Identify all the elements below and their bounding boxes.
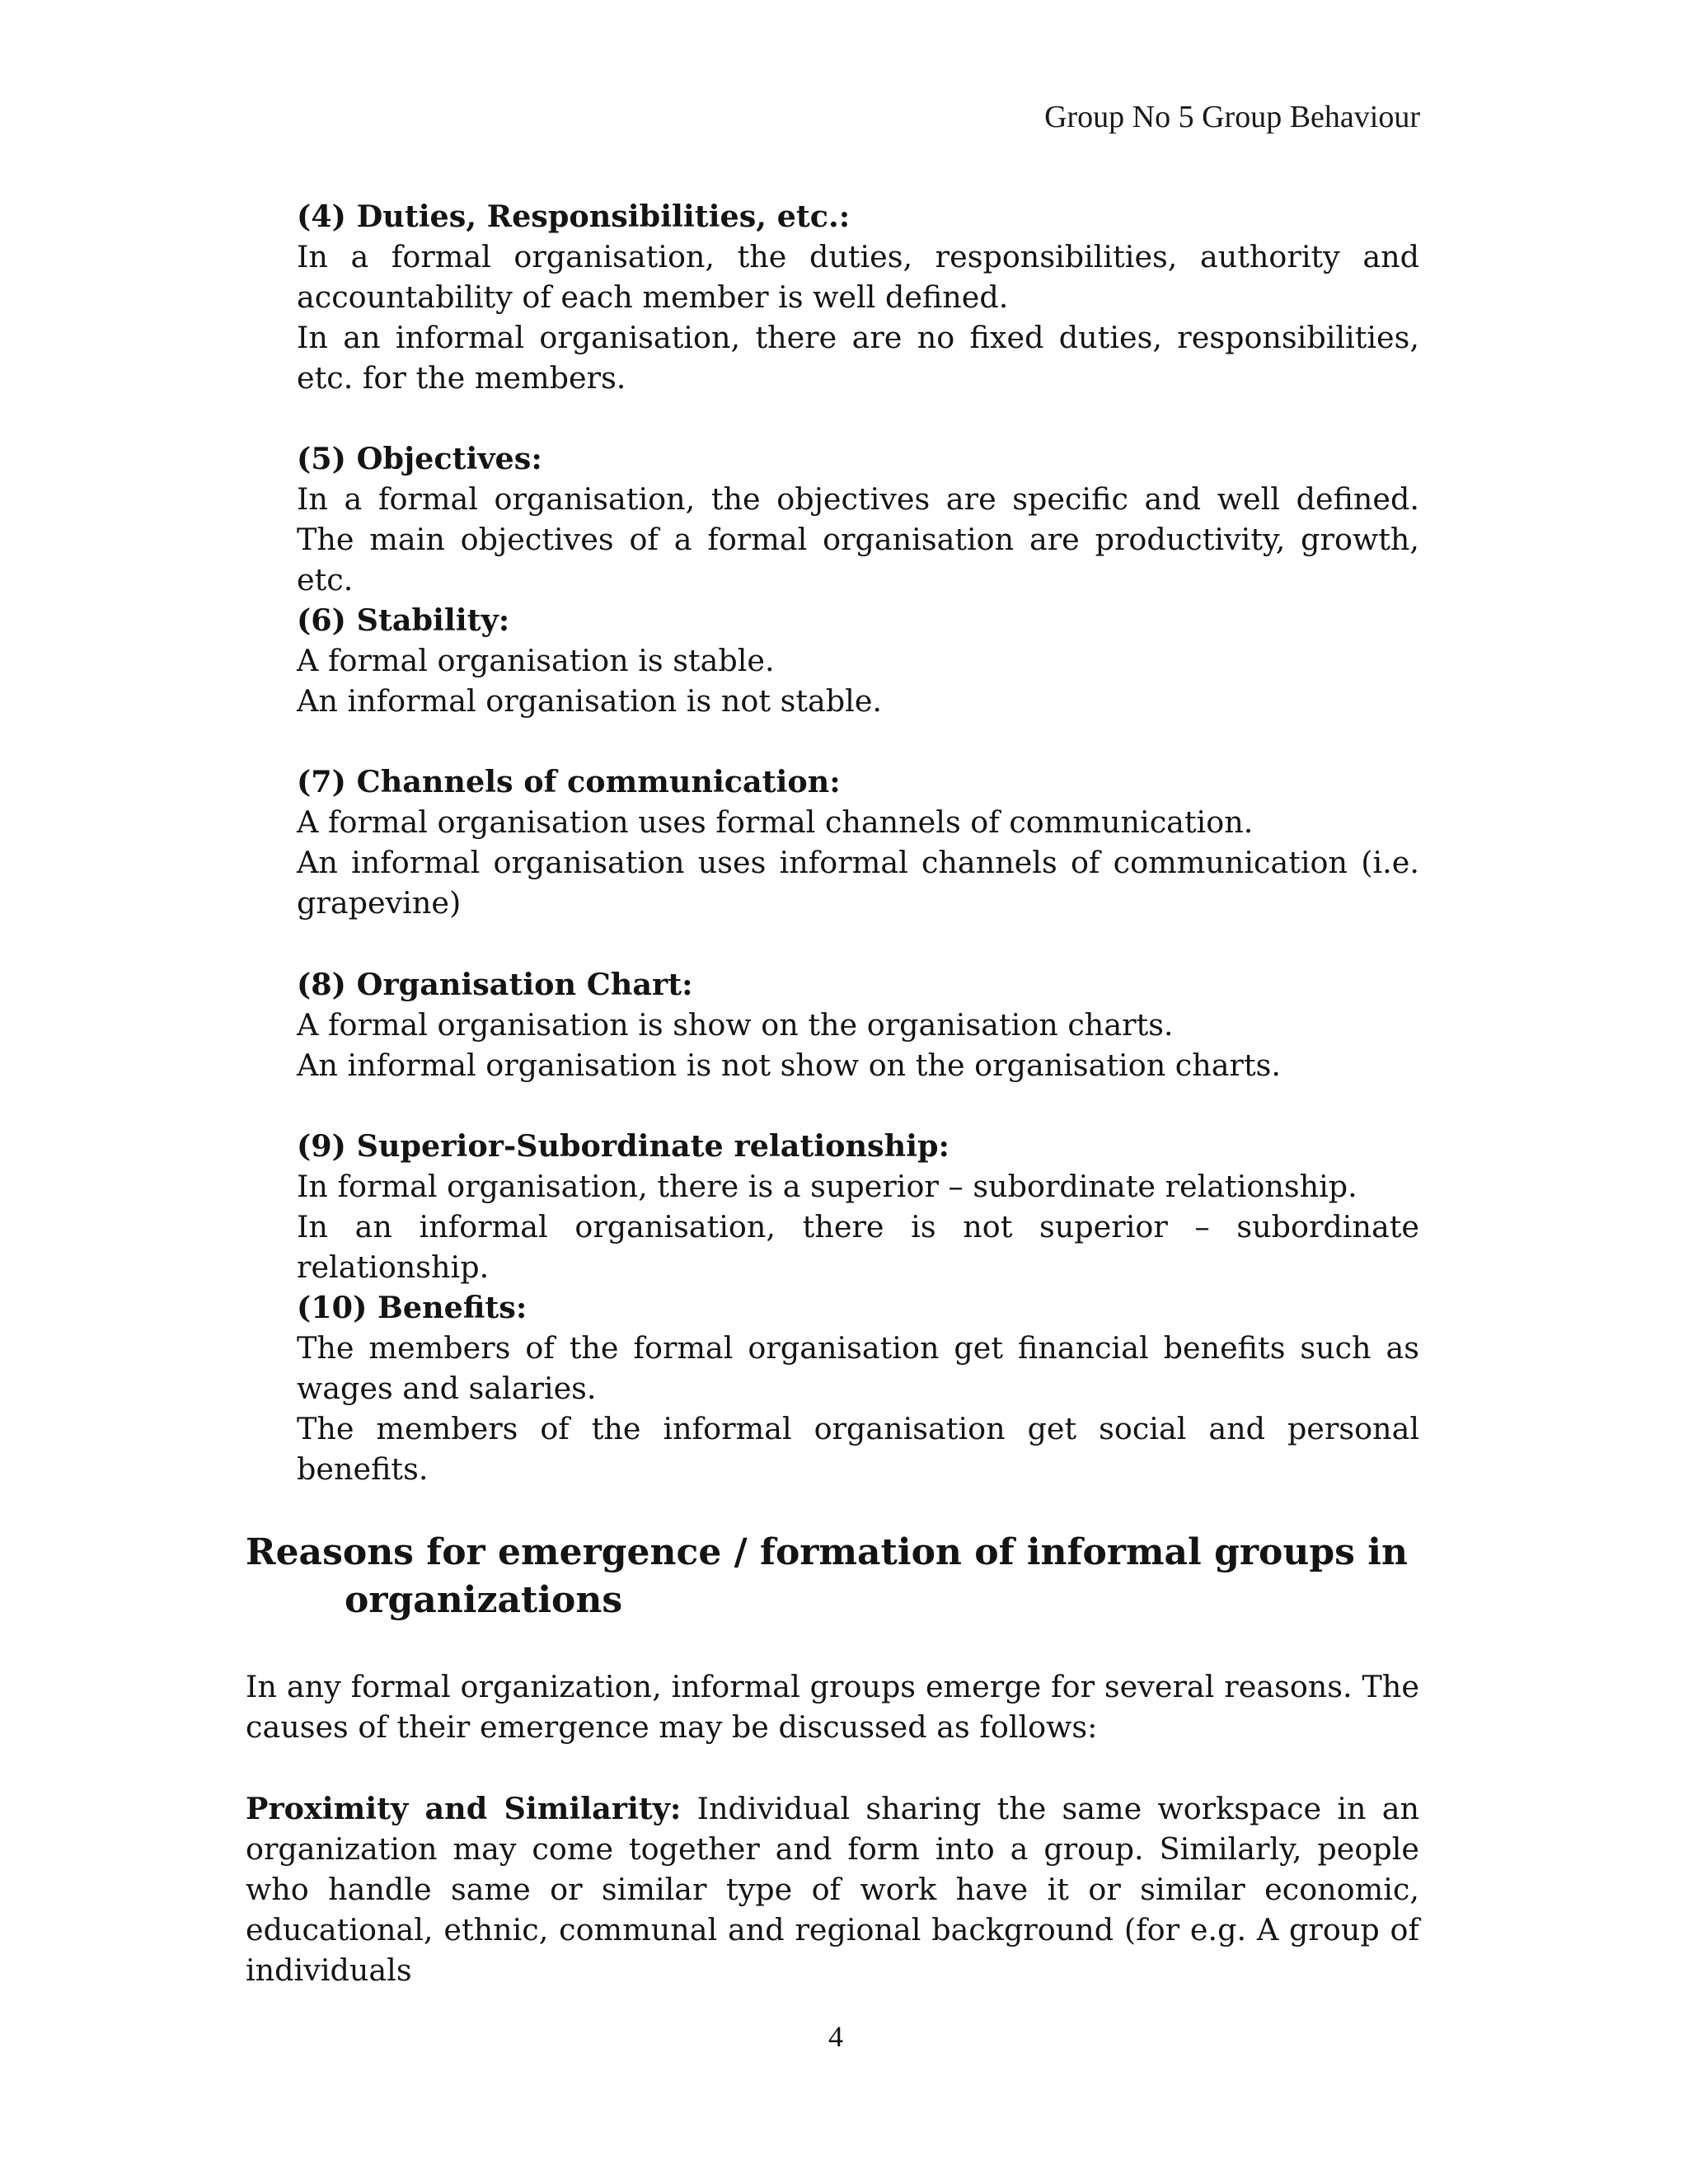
section-benefits [297,1287,1419,1489]
section-objectives [297,438,1419,600]
section-heading: (8) Organisation Chart: [297,967,693,1002]
section-stability [297,600,1419,721]
section-heading: (5) Objectives: [297,441,542,476]
section-org-chart [297,964,1419,1085]
section-paragraph: The members of the informal organisation get social and personal benefits. [297,1411,1419,1487]
section-paragraph: A formal organisation uses formal channels of communication. [297,804,1254,840]
section-paragraph: A formal organisation is stable. [297,643,775,678]
section-heading: (9) Superior-Subordinate relationship: [297,1128,950,1164]
page-header: Group No 5 Group Behaviour [1044,100,1420,134]
section-heading: (7) Channels of communication: [297,764,841,799]
section-paragraph: An informal organisation uses informal channels of communication (i.e. grapevine) [297,845,1419,921]
section-paragraph: An informal organisation is not stable. [297,683,883,719]
section-paragraph: In a formal organisation, the objectives are specific and well defined. The main objectives of a formal organisation are productivity, growth, etc. [297,481,1419,598]
section-paragraph: The members of the formal organisation get financial benefits such as wages and salaries. [297,1330,1419,1406]
section-paragraph: In a formal organisation, the duties, responsibilities, authority and accountability of each member is well defined. [297,239,1419,315]
proximity-label: Proximity and Similarity: [246,1791,682,1826]
proximity-paragraph [246,1788,1419,1990]
section-paragraph: In an informal organisation, there is not superior – subordinate relationship. [297,1209,1419,1285]
section-paragraph: An informal organisation is not show on the organisation charts. [297,1047,1281,1083]
section-superior-subordinate [297,1126,1419,1287]
section-paragraph: In an informal organisation, there are no fixed duties, responsibilities, etc. for the members. [297,320,1419,396]
section-heading: (4) Duties, Responsibilities, etc.: [297,199,851,234]
intro-paragraph: In any formal organization, informal groups emerge for several reasons. The causes of their emergence may be discussed as follows: [246,1669,1419,1745]
section-paragraph: In formal organisation, there is a superior – subordinate relationship. [297,1169,1357,1204]
section-channels [297,762,1419,923]
section-heading: (6) Stability: [297,602,510,638]
section-duties [297,196,1419,398]
section-heading: (10) Benefits: [297,1290,528,1325]
page-number: 4 [828,2020,843,2053]
proximity-text: Individual sharing the same workspace in an organization may come together and form into a group. Similarly, people who handle same or similar type of work have it or similar economic, educational, ethnic, communal and regional background (for e.g. A group of individuals [246,1791,1419,1988]
reasons-heading: Reasons for emergence / formation of informal groups in organizations [246,1531,1408,1621]
section-paragraph: A formal organisation is show on the organisation charts. [297,1007,1174,1043]
